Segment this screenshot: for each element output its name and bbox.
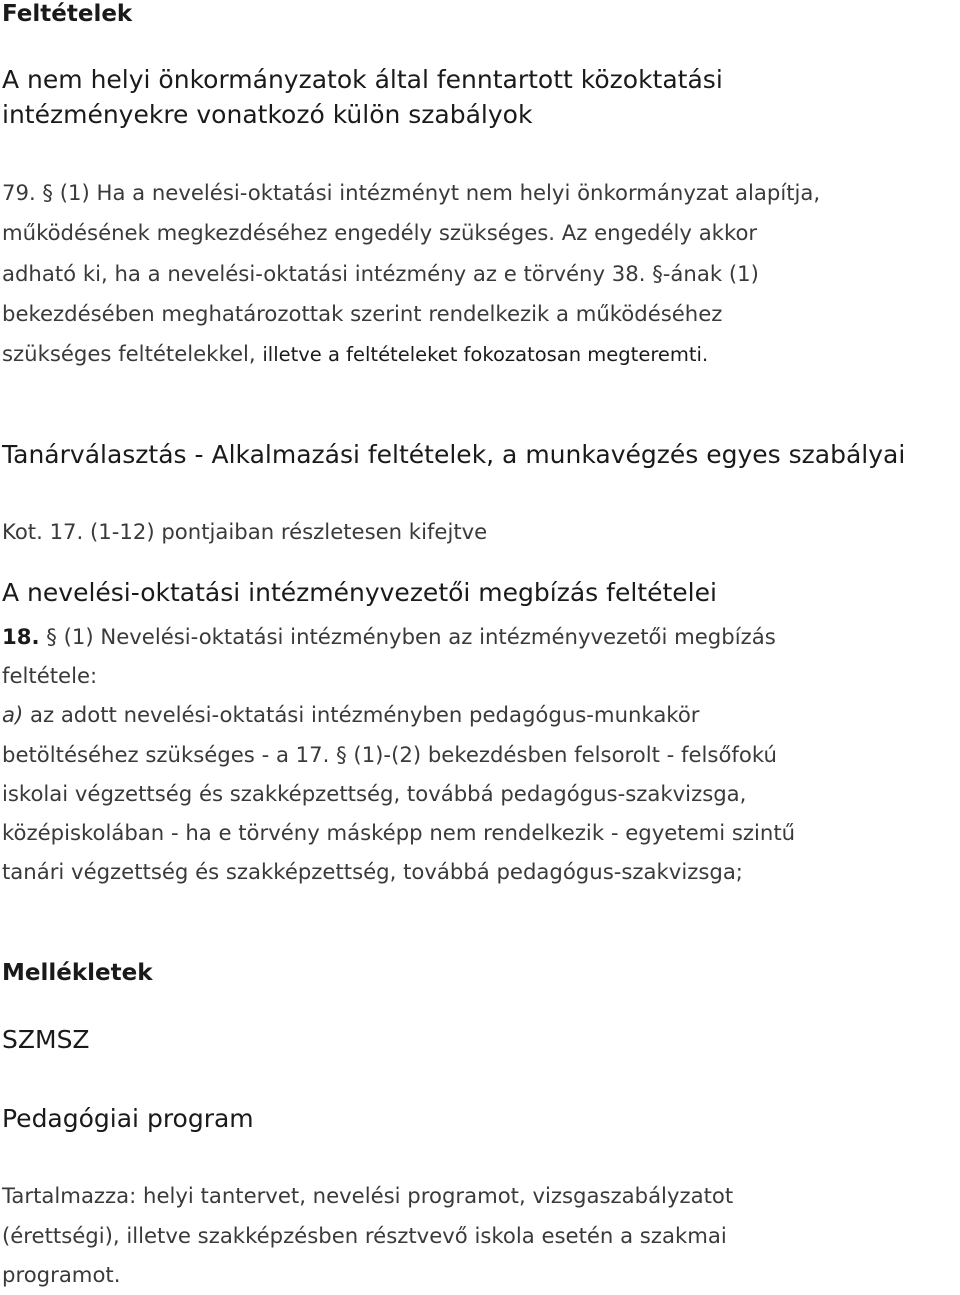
paragraph-kot: Kot. 17. (1-12) pontjaiban részletesen kifejtve [2, 519, 488, 544]
paragraph-line [2, 617, 960, 656]
paragraph-line: programot. [2, 1262, 121, 1287]
paragraph-line [2, 695, 960, 734]
paragraph-line [2, 334, 960, 375]
section-title-intezmenyvezetoi: A nevelési-oktatási intézményvezetői megbízás feltételei [2, 578, 717, 607]
paragraph-line: feltétele: [2, 663, 98, 689]
paragraph-line: adható ki, ha a nevelési-oktatási intézmény az e törvény 38. §-ának (1) [2, 260, 759, 286]
paragraph-line: Tartalmazza: helyi tantervet, nevelési programot, vizsgaszabályzatot [2, 1183, 734, 1208]
paragraph-text: szükséges feltételekkel, [2, 341, 263, 367]
paragraph-line: 79. § (1) Ha a nevelési-oktatási intézményt nem helyi önkormányzat alapítja, [2, 180, 821, 205]
section-title-nem-helyi: A nem helyi önkormányzatok által fenntartott közoktatási intézményekre vonatkozó külön szabályok [2, 65, 723, 129]
paragraph-79 [2, 173, 960, 375]
list-item-letter: a) [2, 702, 24, 728]
paragraph-number: 18. [2, 624, 40, 649]
paragraph-tartalmazza [2, 1176, 902, 1295]
paragraph-line: tanári végzettség és szakképzettség, továbbá pedagógus-szakvizsga; [2, 859, 743, 885]
emphasized-text: illetve a feltételeket fokozatosan megteremti. [262, 343, 709, 367]
paragraph-text: § (1) Nevelési-oktatási intézményben az intézményvezetői megbízás [39, 624, 776, 649]
section-title-tanarvalasztas: Tanárválasztás - Alkalmazási feltételek, a munkavégzés egyes szabályai [2, 440, 906, 469]
paragraph-text: az adott nevelési-oktatási intézményben pedagógus-munkakör [23, 702, 700, 728]
paragraph-line: (érettségi), illetve szakképzésben résztvevő iskola esetén a szakmai [2, 1222, 727, 1248]
paragraph-line: iskolai végzettség és szakképzettség, továbbá pedagógus-szakvizsga, [2, 780, 747, 806]
paragraph-line: középiskolában - ha e törvény másképp nem rendelkezik - egyetemi szintű [2, 820, 796, 846]
paragraph-line: bekezdésében meghatározottak szerint rendelkezik a működéséhez [2, 300, 723, 326]
heading-szmsz: SZMSZ [2, 1025, 90, 1054]
paragraph-line: betöltéséhez szükséges - a 17. § (1)-(2) bekezdésben felsorolt - felsőfokú [2, 741, 777, 767]
heading-pedagogiai-program: Pedagógiai program [2, 1104, 254, 1133]
paragraph-line: működésének megkezdéséhez engedély szükséges. Az engedély akkor [2, 220, 758, 246]
heading-feltetelek: Feltételek [2, 1, 133, 27]
heading-mellekletek: Mellékletek [2, 960, 153, 986]
paragraph-18 [2, 617, 960, 891]
